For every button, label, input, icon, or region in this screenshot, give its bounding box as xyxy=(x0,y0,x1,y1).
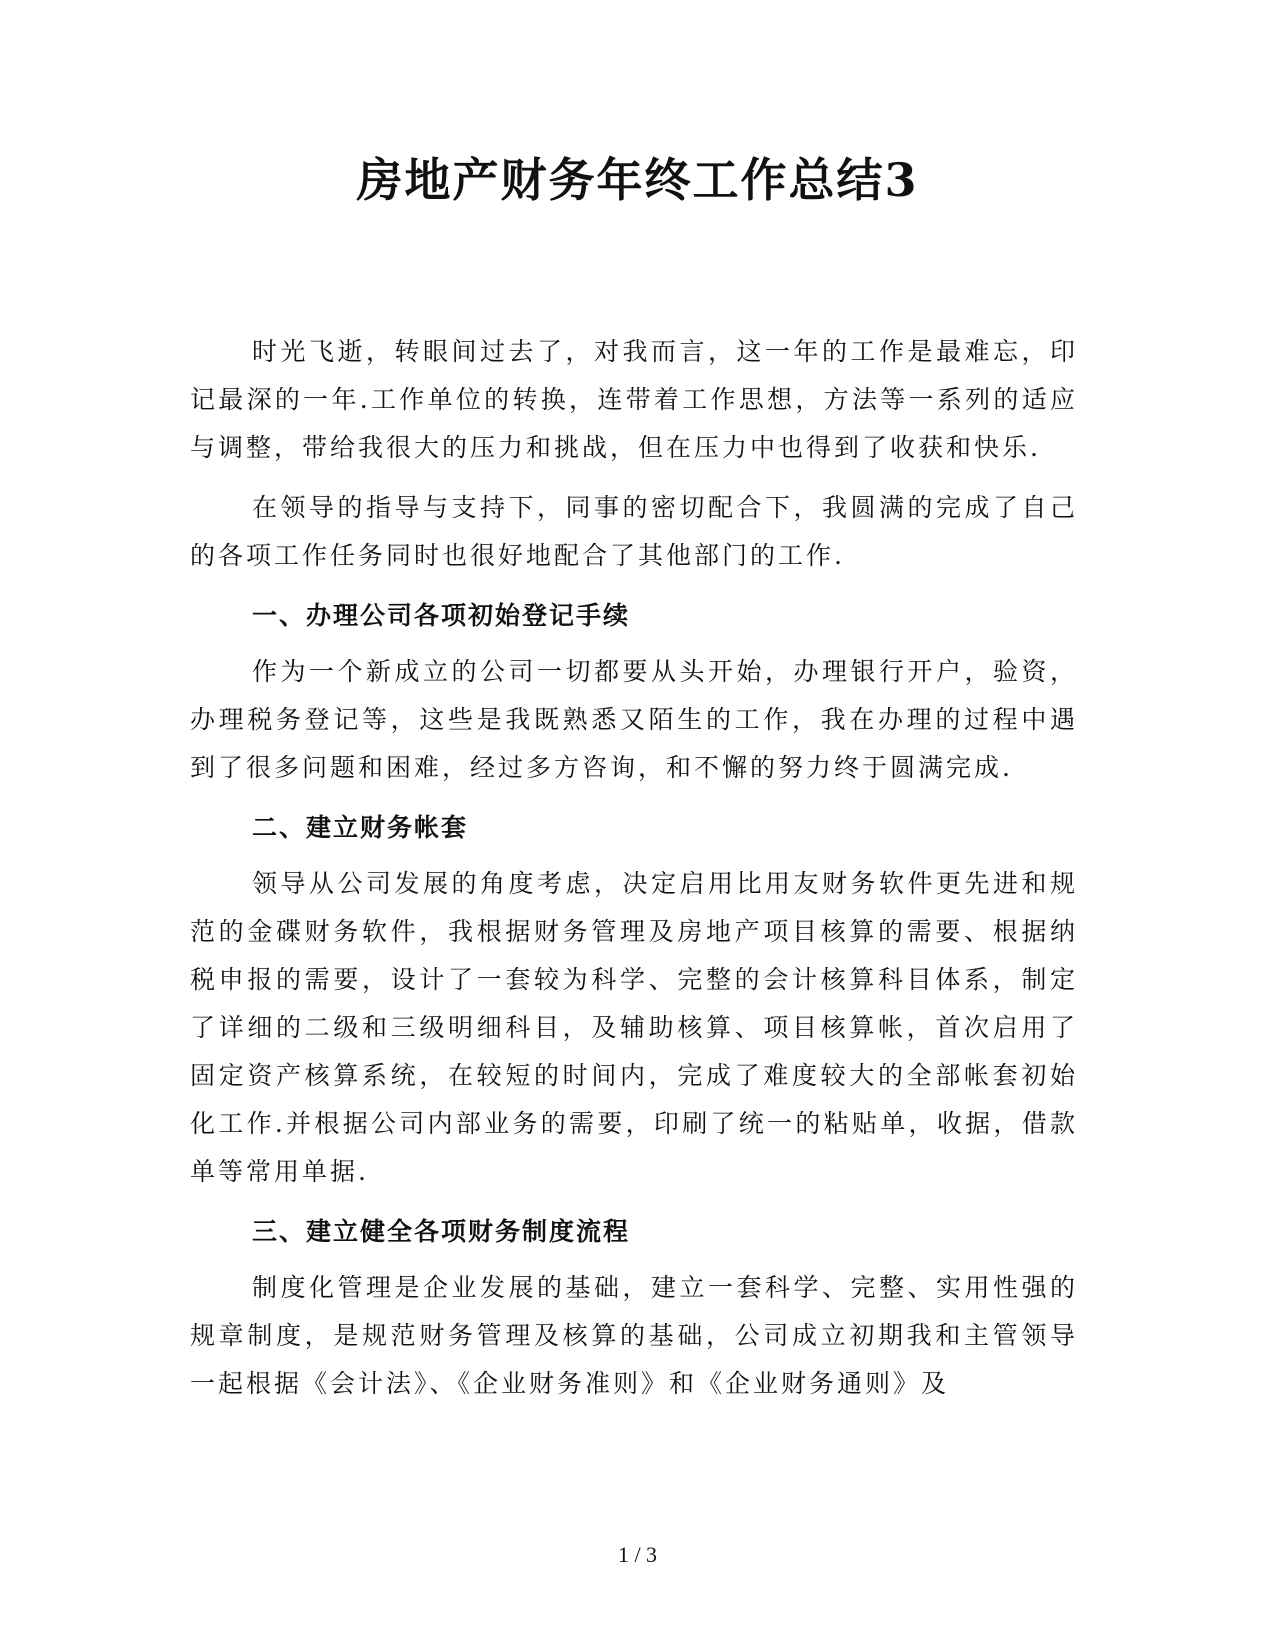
paragraph-procedures: 制度化管理是企业发展的基础，建立一套科学、完整、实用性强的规章制度，是规范财务管理及核算的基础，公司成立初期我和主管领导一起根据《会计法》、《企业财务准则》和《企业财务通则》及 xyxy=(190,1273,1078,1398)
section-heading-accounts: 二、建立财务帐套 xyxy=(252,813,469,842)
paragraph-registration: 作为一个新成立的公司一切都要从头开始，办理银行开户，验资，办理税务登记等，这些是我既熟悉又陌生的工作，我在办理的过程中遇到了很多问题和困难，经过多方咨询，和不懈的努力终于圆满完成. xyxy=(190,657,1078,782)
page-title: 房地产财务年终工作总结3 xyxy=(356,153,919,207)
paragraph-accounts: 领导从公司发展的角度考虑，决定启用比用友财务软件更先进和规范的金碟财务软件，我根据财务管理及房地产项目核算的需要、根据纳税申报的需要，设计了一套较为科学、完整的会计核算科目体系，制定了详细的二级和三级明细科目，及辅助核算、项目核算帐，首次启用了固定资产核算系统，在较短的时间内，完成了难度较大的全部帐套初始化工作.并根据公司内部业务的需要，印刷了统一的粘贴单，收据，借款单等常用单据. xyxy=(190,869,1078,1186)
page-number: 1 / 3 xyxy=(617,1542,658,1567)
document-body xyxy=(190,328,1078,1420)
section-heading-registration: 一、办理公司各项初始登记手续 xyxy=(252,601,631,630)
paragraph-intro: 时光飞逝，转眼间过去了，对我而言，这一年的工作是最难忘，印记最深的一年.工作单位的转换，连带着工作思想，方法等一系列的适应与调整，带给我很大的压力和挑战，但在压力中也得到了收获和快乐. xyxy=(190,337,1078,462)
paragraph-leadership: 在领导的指导与支持下，同事的密切配合下，我圆满的完成了自己的各项工作任务同时也很好地配合了其他部门的工作. xyxy=(190,493,1078,570)
section-heading-procedures: 三、建立健全各项财务制度流程 xyxy=(252,1217,631,1246)
